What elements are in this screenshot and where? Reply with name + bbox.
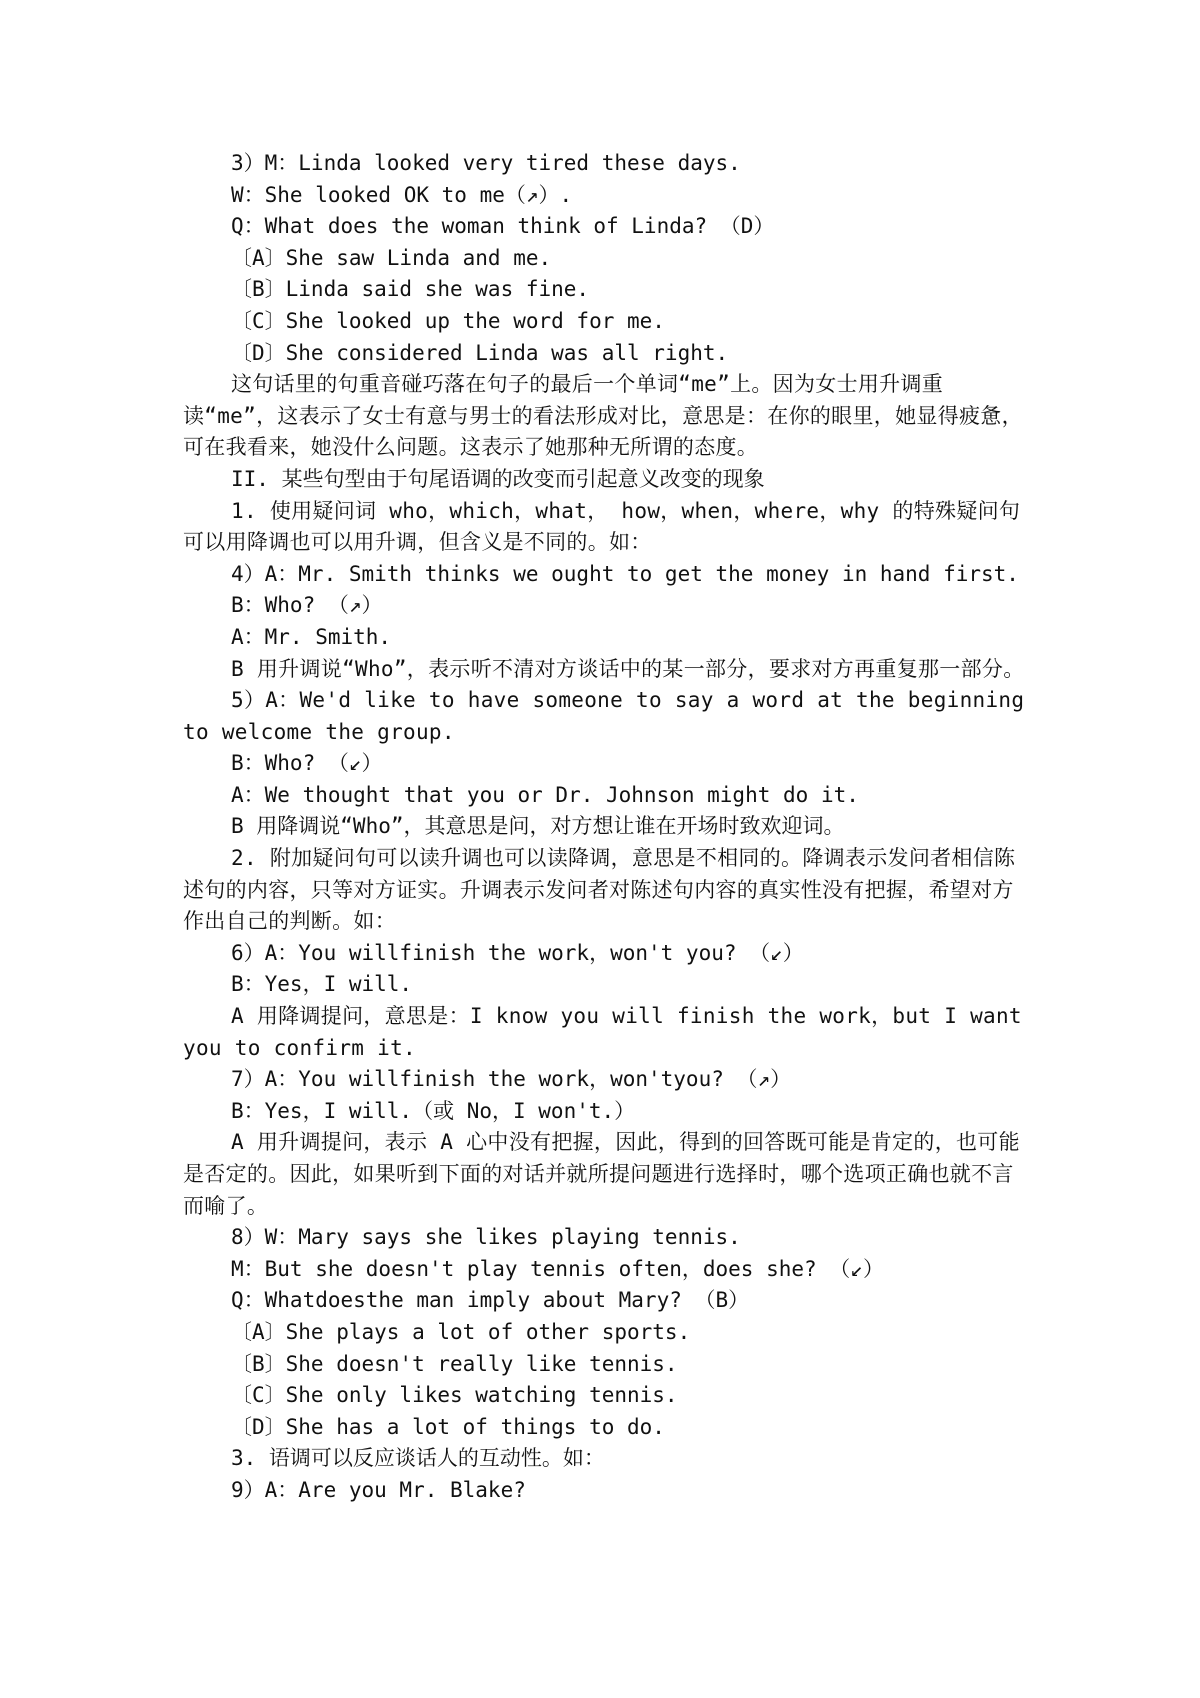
dialogue-line: B：Who? （↙） (231, 751, 383, 776)
option-line: 〔D〕She has a lot of things to do. (231, 1414, 665, 1439)
question-line: Q：Whatdoesthe man imply about Mary? （B） (231, 1288, 750, 1313)
explanation-paragraph: A 用升调提问，表示 A 心中没有把握，因此，得到的回答既可能是肯定的，也可能是否定的。因此，如果听到下面的对话并就所提问题进行选择时，哪个选项正确也就不言而喻了。 (183, 1130, 1020, 1218)
dialogue-line: 9）A：Are you Mr. Blake? (231, 1477, 526, 1502)
dialogue-line: A：We thought that you or Dr. Johnson might do it. (231, 782, 859, 807)
section-subheading: 3. 语调可以反应谈话人的互动性。如： (231, 1446, 605, 1471)
dialogue-line: B：Yes，I will. (231, 972, 413, 997)
dialogue-line: B：Yes，I will.（或 No，I won't.） (231, 1098, 636, 1123)
option-line: 〔A〕She saw Linda and me. (231, 245, 552, 270)
explanation-paragraph: A 用降调提问，意思是：I know you will finish the work，but I want you to confirm it. (183, 1004, 1035, 1060)
dialogue-line: 7）A：You willfinish the work，won'tyou? （↗） (231, 1067, 792, 1092)
option-line: 〔C〕She only likes watching tennis. (231, 1383, 678, 1408)
dialogue-line: W：She looked OK to me（↗）. (231, 182, 573, 207)
dialogue-line: B：Who? （↗） (231, 593, 383, 618)
dialogue-line: 3）M：Linda looked very tired these days. (231, 151, 741, 175)
explanation-paragraph: 1. 使用疑问词 who，which，what， how，when，where，why 的特殊疑问句可以用降调也可以用升调，但含义是不同的。如： (183, 498, 1021, 555)
dialogue-line: 6）A：You willfinish the work，won't you? （↙） (231, 940, 804, 965)
document-body (183, 148, 1038, 1507)
dialogue-paragraph: 5）A：We'd like to have someone to say a word at the beginning to welcome the group. (183, 688, 1038, 744)
dialogue-line: A：Mr. Smith. (231, 624, 392, 649)
option-line: 〔D〕She considered Linda was all right. (231, 340, 729, 365)
dialogue-line: 8）W：Mary says she likes playing tennis. (231, 1225, 741, 1250)
explanation-paragraph: B 用升调说“Who”，表示听不清对方谈话中的某一部分，要求对方再重复那一部分。 (231, 656, 1025, 681)
dialogue-line: M：But she doesn't play tennis often，does she? （↙） (231, 1256, 884, 1281)
option-line: 〔C〕She looked up the word for me. (231, 308, 665, 333)
question-line: Q：What does the woman think of Linda? （D） (231, 214, 775, 239)
dialogue-line: 4）A：Mr. Smith thinks we ought to get the money in hand first. (231, 561, 1019, 586)
option-line: 〔A〕She plays a lot of other sports. (231, 1319, 691, 1344)
explanation-paragraph: 这句话里的句重音碰巧落在句子的最后一个单词“me”上。因为女士用升调重读“me”，这表示了女士有意与男士的看法形成对比，意思是：在你的眼里，她显得疲惫，可在我看来，她没什么问题。这表示了她那种无所谓的态度。 (183, 372, 1023, 460)
option-line: 〔B〕Linda said she was fine. (231, 277, 590, 302)
section-heading: II. 某些句型由于句尾语调的改变而引起意义改变的现象 (231, 466, 765, 491)
explanation-paragraph: 2. 附加疑问句可以读升调也可以读降调，意思是不相同的。降调表示发问者相信陈述句的内容，只等对方证实。升调表示发问者对陈述句内容的真实性没有把握，希望对方作出自己的判断。如： (183, 846, 1016, 934)
option-line: 〔B〕She doesn't really like tennis. (231, 1351, 678, 1376)
explanation-line: B 用降调说“Who”，其意思是问，对方想让谁在开场时致欢迎词。 (231, 814, 845, 839)
